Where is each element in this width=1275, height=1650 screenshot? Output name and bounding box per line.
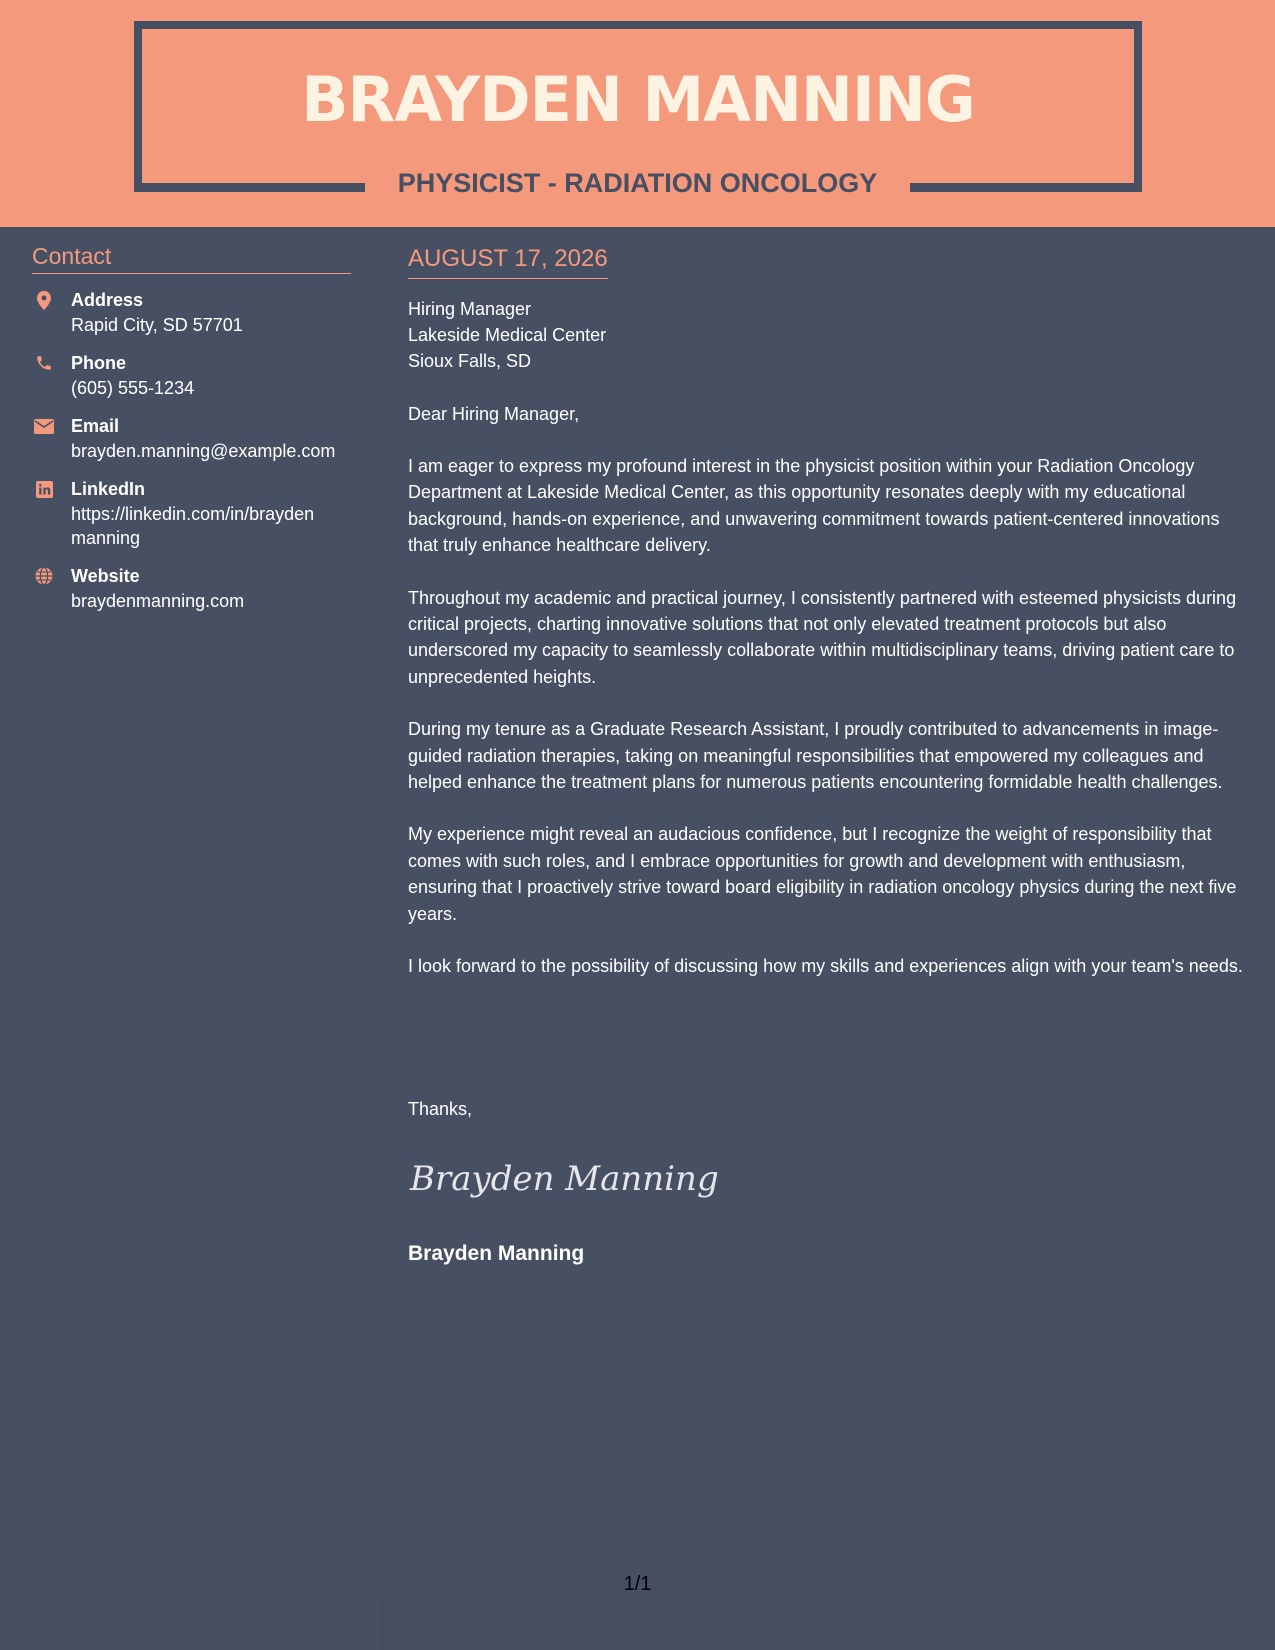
email-value: brayden.manning@example.com	[71, 441, 336, 461]
header-banner	[0, 0, 1275, 227]
linkedin-value: https://linkedin.com/in/brayden manning	[71, 504, 315, 548]
header-frame-bottom-left	[134, 183, 365, 192]
email-label: Email	[71, 416, 120, 436]
body-paragraph: During my tenure as a Graduate Research Assistant, I proudly contributed to advancements in image-guided radiation therapies, taking on meaningful responsibilities that empowered my colleagues and helped enhance the treatment plans for numerous patients encountering formidable health challenges.	[408, 719, 1223, 793]
applicant-name: BRAYDEN MANNING	[301, 63, 975, 136]
globe-icon	[34, 566, 54, 586]
signature-script: Brayden Manning	[410, 1159, 719, 1199]
column-divider	[382, 1601, 383, 1650]
closing: Thanks,	[408, 1099, 473, 1119]
contact-heading: Contact	[32, 242, 351, 274]
recipient-location: Sioux Falls, SD	[408, 351, 532, 371]
body-paragraph: I look forward to the possibility of discussing how my skills and experiences align with your team's needs.	[408, 956, 1243, 977]
letter-body	[408, 244, 1253, 980]
linkedin-label: LinkedIn	[71, 479, 146, 499]
envelope-icon	[34, 416, 54, 436]
job-title: PHYSICIST - RADIATION ONCOLOGY	[397, 168, 878, 198]
body-paragraph: I am eager to express my profound interest in the physicist position within your Radiation Oncology Department at Lakeside Medical Center, as this opportunity resonates deeply with my educational background, hands-on experience, and unwavering commitment towards patient-centered innovations that truly enhance healthcare delivery.	[408, 456, 1220, 556]
map-pin-icon	[34, 290, 54, 310]
recipient-block	[408, 296, 1253, 374]
handwritten-signature	[408, 1150, 719, 1206]
address-label: Address	[71, 290, 144, 310]
salutation: Dear Hiring Manager,	[408, 404, 580, 424]
recipient-name: Hiring Manager	[408, 299, 532, 319]
phone-value: (605) 555-1234	[71, 378, 195, 398]
page-number: 1/1	[623, 1573, 652, 1595]
website-value: braydenmanning.com	[71, 591, 245, 611]
body-paragraph: Throughout my academic and practical journey, I consistently partnered with esteemed physicists during critical projects, charting innovative solutions that not only elevated treatment protocols but also underscored my capacity to seamlessly collaborate within multidisciplinary teams, driving patient care to unprecedented heights.	[408, 587, 1237, 687]
linkedin-icon	[34, 479, 54, 499]
website-label: Website	[71, 566, 140, 586]
letter-date: AUGUST 17, 2026	[408, 244, 608, 279]
body-paragraph: My experience might reveal an audacious confidence, but I recognize the weight of responsibility that comes with such roles, and I embrace opportunities for growth and development with enthusiasm, ensuring that I proactively strive toward board eligibility in radiation oncology physics during the next five years.	[408, 824, 1237, 924]
recipient-organization: Lakeside Medical Center	[408, 325, 607, 345]
address-value: Rapid City, SD 57701	[71, 315, 243, 335]
phone-icon	[34, 353, 54, 373]
signature-name: Brayden Manning	[408, 1242, 585, 1265]
phone-label: Phone	[71, 353, 127, 373]
header-frame-bottom-right	[910, 183, 1142, 192]
